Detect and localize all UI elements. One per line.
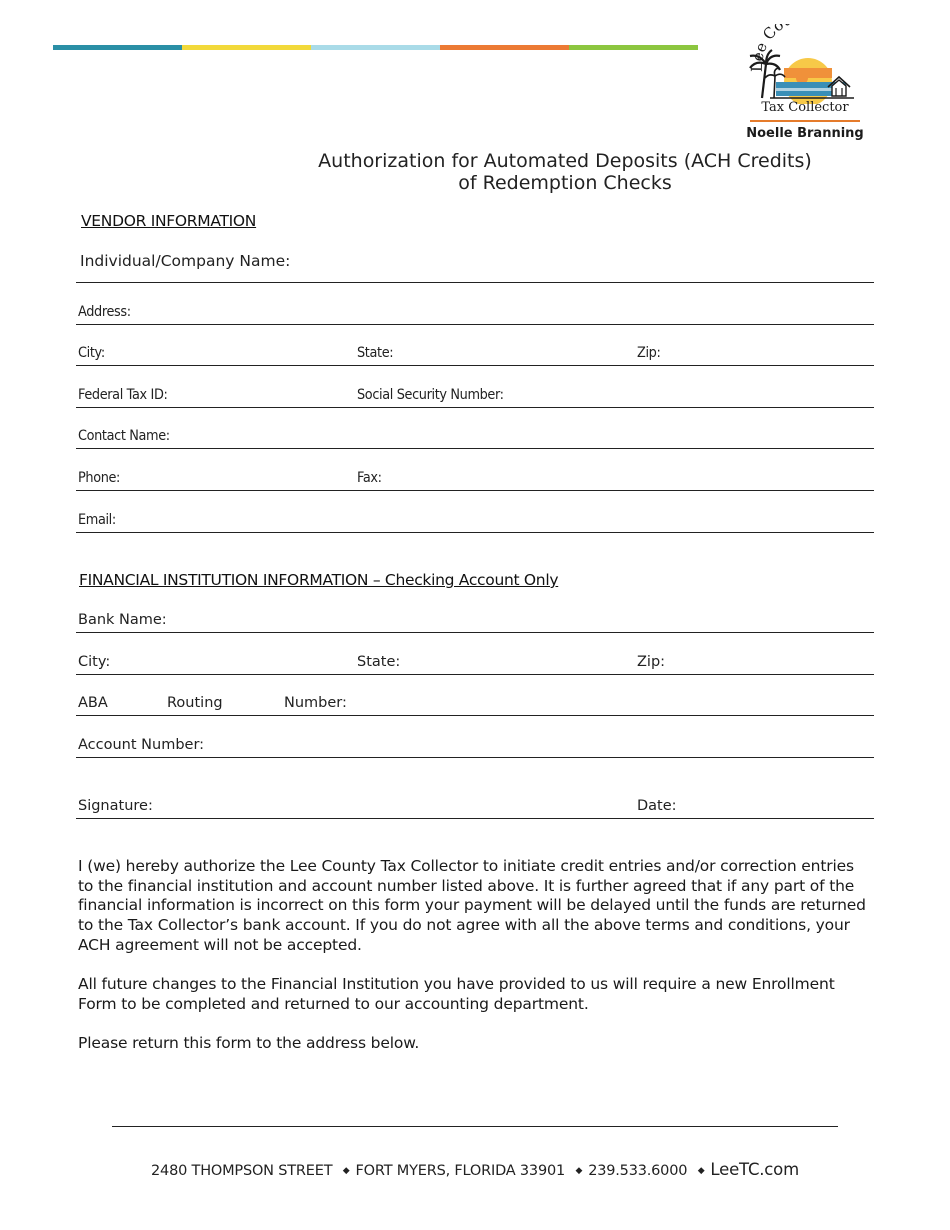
lee-county-logo: [740, 24, 870, 149]
color-bar-segment: [53, 45, 182, 50]
email-field[interactable]: [76, 508, 874, 533]
color-bar-segment: [569, 45, 698, 50]
vendor-city-state-zip-row[interactable]: [76, 341, 874, 366]
tax-id-ssn-row[interactable]: [76, 383, 874, 408]
bank-zip-label: Zip:: [637, 654, 666, 670]
vendor-zip-label: Zip:: [637, 345, 661, 361]
company-name-field[interactable]: [76, 258, 874, 283]
vendor-section-heading: VENDOR INFORMATION: [81, 212, 257, 230]
aba-routing-number-field[interactable]: [76, 691, 874, 716]
aba-label-word2: Routing: [167, 695, 223, 711]
footer-website-link[interactable]: LeeTC.com: [710, 1160, 799, 1179]
color-bar-segment: [311, 45, 440, 50]
aba-label-word3: Number:: [284, 695, 347, 711]
diamond-separator-icon: ◆: [697, 1166, 705, 1176]
diamond-separator-icon: ◆: [575, 1166, 583, 1176]
fax-label: Fax:: [357, 470, 382, 486]
footer-city: FORT MYERS, FLORIDA 33901: [355, 1163, 566, 1179]
tax-id-label: Federal Tax ID:: [78, 387, 168, 403]
contact-name-label: Contact Name:: [78, 428, 170, 444]
logo-divider: [750, 120, 860, 122]
logo-emblem-icon: [740, 24, 870, 104]
header-color-bar: [53, 45, 698, 50]
vendor-city-label: City:: [78, 345, 105, 361]
signature-date-row[interactable]: [76, 794, 874, 819]
address-label: Address:: [78, 304, 131, 320]
changes-paragraph: All future changes to the Financial Institution you have provided to us will require a new Enrollment Form to be completed and returned to our accounting department.: [78, 975, 835, 1013]
color-bar-segment: [440, 45, 569, 50]
ssn-label: Social Security Number:: [357, 387, 504, 403]
bank-section-heading: FINANCIAL INSTITUTION INFORMATION – Checking Account Only: [79, 571, 559, 589]
contact-name-field[interactable]: [76, 424, 874, 449]
return-instructions: Please return this form to the address below.: [78, 1034, 420, 1052]
signature-label: Signature:: [78, 798, 153, 814]
bank-state-label: State:: [357, 654, 401, 670]
phone-label: Phone:: [78, 470, 121, 486]
bank-name-label: Bank Name:: [78, 612, 167, 628]
logo-subtitle: Tax Collector: [761, 100, 849, 115]
account-number-field[interactable]: [76, 733, 874, 758]
date-label: Date:: [637, 798, 677, 814]
authorization-paragraph: I (we) hereby authorize the Lee County Tax Collector to initiate credit entries and/or correction entries to the financial institution and account number listed above. It is further agreed that if any part of the financial information is incorrect on this form your payment will be delayed until the funds are returned to the Tax Collector’s bank account. If you do not agree with all the above terms and conditions, your ACH agreement will not be accepted.: [78, 857, 866, 954]
bank-city-state-zip-row[interactable]: [76, 650, 874, 675]
phone-fax-row[interactable]: [76, 466, 874, 491]
form-title-line1: Authorization for Automated Deposits (ACH Credits): [318, 150, 812, 172]
footer-street: 2480 THOMPSON STREET: [151, 1163, 333, 1179]
company-name-label: Individual/Company Name:: [80, 252, 291, 270]
form-title: [250, 150, 880, 194]
logo-official-name: Noelle Branning: [746, 126, 864, 141]
diamond-separator-icon: ◆: [342, 1166, 350, 1176]
address-field[interactable]: [76, 300, 874, 325]
color-bar-segment: [182, 45, 311, 50]
footer-divider: [112, 1126, 838, 1127]
vendor-state-label: State:: [357, 345, 394, 361]
bank-city-label: City:: [78, 654, 111, 670]
logo-arc-text: Lee Co: [747, 24, 788, 73]
footer-phone: 239.533.6000: [588, 1163, 688, 1179]
email-label: Email:: [78, 512, 116, 528]
aba-label-word1: ABA: [78, 695, 108, 711]
footer-address: [0, 1160, 950, 1179]
form-title-line2: of Redemption Checks: [458, 172, 672, 194]
bank-name-field[interactable]: [76, 608, 874, 633]
account-number-label: Account Number:: [78, 737, 205, 753]
